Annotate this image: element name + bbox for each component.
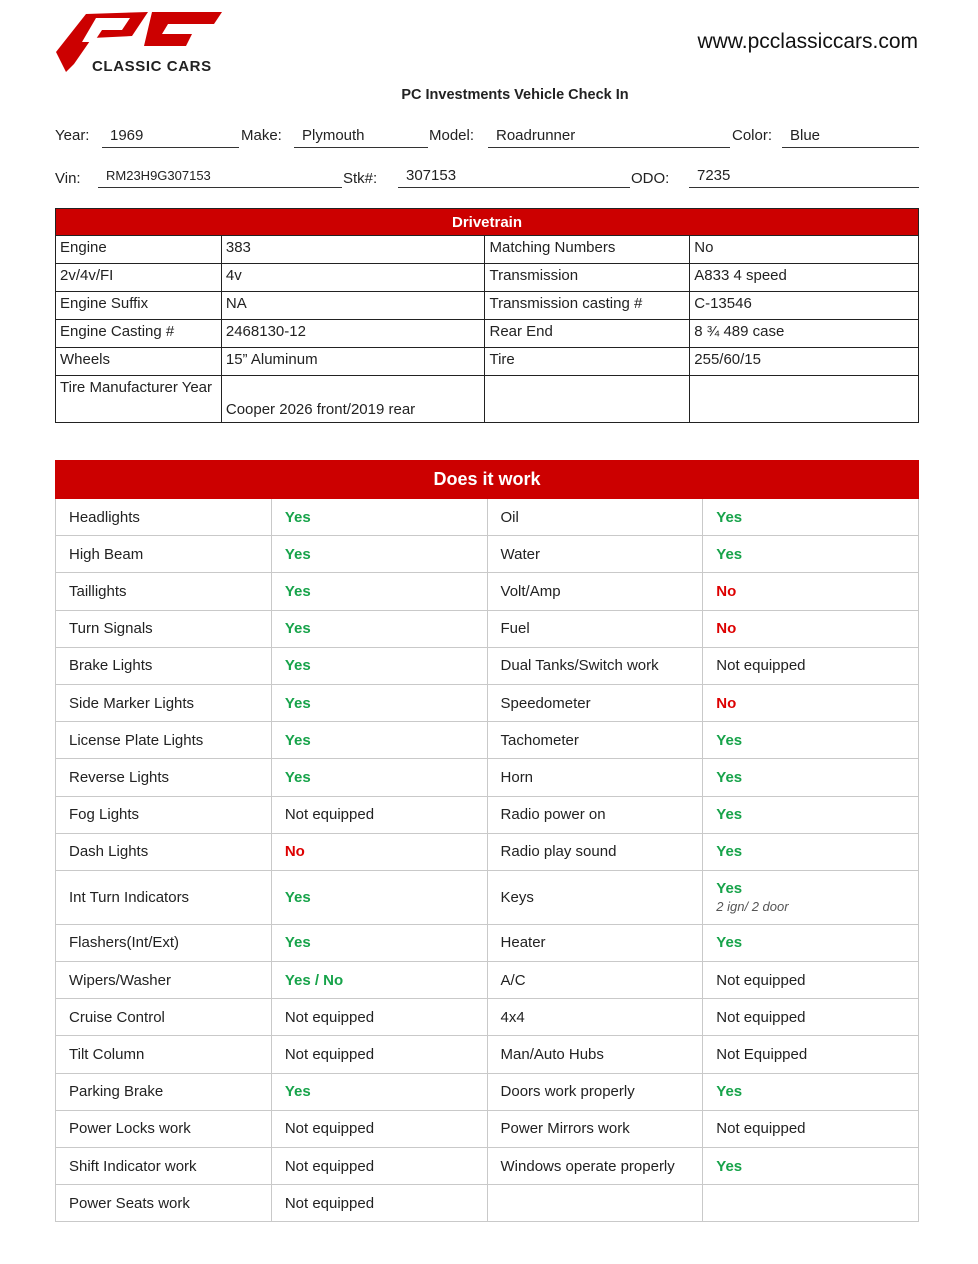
check-item-status-text: Not equipped <box>284 1008 375 1026</box>
drivetrain-label: Wheels <box>56 348 222 376</box>
check-item-status-text: Not equipped <box>716 971 806 989</box>
drivetrain-value: Cooper 2026 front/2019 rear <box>221 376 485 423</box>
check-item-status-text: Yes <box>716 806 743 824</box>
check-item-label-text: Volt/Amp <box>500 582 561 600</box>
check-item-label <box>487 536 703 573</box>
check-item-status <box>703 499 919 536</box>
drivetrain-table <box>55 208 919 423</box>
check-item-label-text: Dash Lights <box>69 843 149 861</box>
check-item-status-text: No <box>284 843 305 861</box>
check-item-label-text: Shift Indicator work <box>69 1157 197 1175</box>
check-item-note: 2 ign/ 2 door <box>716 899 789 915</box>
check-item-label <box>56 796 272 833</box>
table-row <box>56 348 919 376</box>
check-item-status <box>703 610 919 647</box>
check-item-label <box>56 1036 272 1073</box>
model-label: Model: <box>429 127 475 144</box>
check-item-label <box>487 870 703 924</box>
drivetrain-value: 383 <box>221 236 485 264</box>
table-row <box>56 1185 919 1222</box>
check-item-label <box>56 722 272 759</box>
check-item-label <box>56 573 272 610</box>
check-item-label <box>56 1148 272 1185</box>
check-item-label-text: Radio play sound <box>500 843 617 861</box>
check-item-label <box>487 1110 703 1147</box>
check-item-label <box>487 499 703 536</box>
table-row <box>56 684 919 721</box>
check-item-status <box>271 796 487 833</box>
check-item-status <box>271 924 487 961</box>
drivetrain-value: C-13546 <box>690 292 919 320</box>
check-item-status <box>271 722 487 759</box>
check-item-label <box>56 999 272 1036</box>
check-item-status-text: Yes <box>284 657 311 675</box>
table-row <box>56 320 919 348</box>
table-row <box>56 236 919 264</box>
check-item-label <box>487 573 703 610</box>
table-row <box>56 962 919 999</box>
table-row <box>56 999 919 1036</box>
check-item-label-text: 4x4 <box>500 1008 525 1026</box>
check-item-label-text: Power Locks work <box>69 1120 191 1138</box>
check-item-status <box>271 1110 487 1147</box>
color-field[interactable]: Blue <box>782 126 919 148</box>
check-item-status <box>271 499 487 536</box>
check-item-label <box>487 924 703 961</box>
table-row <box>56 924 919 961</box>
check-item-label-text: Keys <box>500 888 534 906</box>
drivetrain-value: A833 4 speed <box>690 264 919 292</box>
pc-classic-cars-logo <box>52 8 232 80</box>
check-item-label-text: A/C <box>500 971 526 989</box>
check-item-status <box>271 610 487 647</box>
drivetrain-value: 4v <box>221 264 485 292</box>
drivetrain-label: Tire Manufacturer Year <box>56 376 222 423</box>
check-item-label-text: Power Mirrors work <box>500 1120 630 1138</box>
check-item-label-text: Int Turn Indicators <box>69 888 190 906</box>
check-item-status <box>703 684 919 721</box>
check-item-label <box>487 1185 703 1222</box>
check-item-label-text: Horn <box>500 768 534 786</box>
check-item-status <box>703 1036 919 1073</box>
does-it-work-header: Does it work <box>56 461 919 499</box>
check-item-label-text: Fog Lights <box>69 806 140 824</box>
check-item-label-text: Headlights <box>69 508 140 526</box>
check-item-label <box>56 610 272 647</box>
table-row <box>56 722 919 759</box>
drivetrain-header: Drivetrain <box>56 209 919 236</box>
drivetrain-value: No <box>690 236 919 264</box>
check-item-label <box>56 1073 272 1110</box>
check-item-status <box>703 796 919 833</box>
table-row <box>56 759 919 796</box>
table-row <box>56 610 919 647</box>
check-item-label-text: Dual Tanks/Switch work <box>500 657 659 675</box>
drivetrain-label: Engine Suffix <box>56 292 222 320</box>
stk-label: Stk#: <box>343 170 378 187</box>
check-item-status <box>703 924 919 961</box>
table-row <box>56 292 919 320</box>
check-item-status-text: Not equipped <box>716 1120 806 1138</box>
check-item-label-text: Doors work properly <box>500 1083 635 1101</box>
color-label: Color: <box>732 127 773 144</box>
check-item-label-text: Tilt Column <box>69 1046 145 1064</box>
table-row <box>56 1110 919 1147</box>
page-title: PC Investments Vehicle Check In <box>401 87 629 103</box>
table-row <box>56 796 919 833</box>
check-item-status-text: Not equipped <box>284 806 375 824</box>
check-item-label-text: License Plate Lights <box>69 731 204 749</box>
logo-text: CLASSIC CARS <box>92 58 212 75</box>
drivetrain-value: 15” Aluminum <box>221 348 485 376</box>
check-item-label <box>56 962 272 999</box>
check-item-label <box>487 796 703 833</box>
make-field[interactable]: Plymouth <box>294 126 428 148</box>
check-item-label-text: Side Marker Lights <box>69 694 195 712</box>
drivetrain-label: Transmission <box>485 264 690 292</box>
check-item-label <box>487 999 703 1036</box>
check-item-status <box>271 647 487 684</box>
check-item-status-text: Yes <box>284 731 311 749</box>
year-label: Year: <box>55 127 90 144</box>
check-item-status-text: Not equipped <box>284 1046 375 1064</box>
check-item-status-text: Not equipped <box>716 657 806 675</box>
check-item-status <box>271 1036 487 1073</box>
check-item-status <box>703 536 919 573</box>
odo-field[interactable]: 7235 <box>689 166 919 188</box>
check-item-status <box>271 573 487 610</box>
table-row <box>56 536 919 573</box>
table-row <box>56 264 919 292</box>
check-item-status-text: Yes <box>716 768 743 786</box>
check-item-status <box>703 833 919 870</box>
check-item-status-text: Yes <box>284 545 311 563</box>
check-item-status-text: Yes <box>284 1083 311 1101</box>
check-item-label-text: Fuel <box>500 620 530 638</box>
check-item-status <box>271 1185 487 1222</box>
table-row <box>56 647 919 684</box>
drivetrain-label: 2v/4v/FI <box>56 264 222 292</box>
check-item-label <box>487 1036 703 1073</box>
check-item-label <box>56 1110 272 1147</box>
drivetrain-value: NA <box>221 292 485 320</box>
check-item-status <box>703 999 919 1036</box>
drivetrain-value: 2468130-12 <box>221 320 485 348</box>
check-item-status <box>703 1185 919 1222</box>
drivetrain-value: 255/60/15 <box>690 348 919 376</box>
check-item-label-text: Taillights <box>69 582 127 600</box>
check-item-status-text: Yes <box>716 731 743 749</box>
check-item-label-text: Wipers/Washer <box>69 971 171 989</box>
check-item-status-text: Not equipped <box>284 1194 375 1212</box>
table-row <box>56 1036 919 1073</box>
drivetrain-label: Engine Casting # <box>56 320 222 348</box>
check-item-status <box>703 722 919 759</box>
check-item-status <box>703 573 919 610</box>
check-item-status-text: Yes / No <box>284 971 344 989</box>
check-item-status-text: Yes <box>716 880 743 898</box>
check-item-status <box>703 1073 919 1110</box>
check-item-status-text: Yes <box>284 508 311 526</box>
check-item-status-text: Yes <box>284 934 311 952</box>
check-item-status-text: Yes <box>716 934 743 952</box>
check-item-label-text: Oil <box>500 508 519 526</box>
check-item-label <box>487 722 703 759</box>
check-item-status-text: Yes <box>284 582 311 600</box>
check-item-status <box>271 684 487 721</box>
check-item-status <box>271 833 487 870</box>
table-row <box>56 870 919 924</box>
check-item-label-text: Tachometer <box>500 731 579 749</box>
check-item-status <box>703 962 919 999</box>
check-item-status <box>703 1148 919 1185</box>
model-field[interactable]: Roadrunner <box>488 126 730 148</box>
check-item-status-text: Not Equipped <box>716 1046 808 1064</box>
check-item-status-text: Yes <box>284 620 311 638</box>
check-item-label-text: Parking Brake <box>69 1083 164 1101</box>
check-item-label-text: Reverse Lights <box>69 768 170 786</box>
vin-label: Vin: <box>55 170 81 187</box>
check-item-label <box>56 1185 272 1222</box>
check-item-label <box>56 499 272 536</box>
check-item-label <box>56 924 272 961</box>
check-item-status-text: Yes <box>284 694 311 712</box>
check-item-status <box>271 870 487 924</box>
check-item-status <box>703 1110 919 1147</box>
check-item-status <box>703 759 919 796</box>
check-item-label-text: Flashers(Int/Ext) <box>69 934 180 952</box>
check-item-status-text: Yes <box>716 545 743 563</box>
check-item-label-text: Windows operate properly <box>500 1157 675 1175</box>
check-item-status-text: Yes <box>284 888 311 906</box>
check-item-label <box>487 1073 703 1110</box>
check-item-status <box>271 999 487 1036</box>
check-item-label-text: Man/Auto Hubs <box>500 1046 604 1064</box>
check-item-label-text: Heater <box>500 934 546 952</box>
drivetrain-value <box>690 376 919 423</box>
check-item-status-text: Not equipped <box>716 1008 806 1026</box>
vin-field[interactable]: RM23H9G307153 <box>98 166 342 188</box>
check-item-status-text: Yes <box>716 1157 743 1175</box>
check-item-status-text: Not equipped <box>284 1120 375 1138</box>
check-item-label-text: Radio power on <box>500 806 606 824</box>
table-row <box>56 376 919 423</box>
check-item-status <box>271 1148 487 1185</box>
drivetrain-label <box>485 376 690 423</box>
check-item-status-text: No <box>716 620 737 638</box>
website-url[interactable]: www.pcclassiccars.com <box>697 30 918 53</box>
table-row <box>56 1073 919 1110</box>
check-item-label-text: Cruise Control <box>69 1008 165 1026</box>
drivetrain-label: Engine <box>56 236 222 264</box>
check-item-label <box>487 647 703 684</box>
make-label: Make: <box>241 127 282 144</box>
check-item-label <box>487 962 703 999</box>
check-item-status-text: Not equipped <box>284 1157 375 1175</box>
check-item-status <box>271 962 487 999</box>
table-row <box>56 573 919 610</box>
year-field[interactable]: 1969 <box>102 126 239 148</box>
check-item-label <box>487 759 703 796</box>
check-item-status-text: No <box>716 694 737 712</box>
check-item-label-text: High Beam <box>69 545 144 563</box>
does-it-work-table <box>55 460 919 1222</box>
odo-label: ODO: <box>631 170 670 187</box>
check-item-status-text: Yes <box>716 1083 743 1101</box>
check-item-label <box>487 610 703 647</box>
check-item-label <box>56 759 272 796</box>
check-item-label <box>56 536 272 573</box>
check-item-status-text: Yes <box>716 508 743 526</box>
check-item-status <box>271 759 487 796</box>
check-item-status <box>703 870 919 924</box>
check-item-label <box>56 684 272 721</box>
stk-field[interactable]: 307153 <box>398 166 630 188</box>
check-item-label <box>487 833 703 870</box>
table-row <box>56 499 919 536</box>
check-item-status <box>271 1073 487 1110</box>
check-item-status-text: Yes <box>716 843 743 861</box>
drivetrain-label: Rear End <box>485 320 690 348</box>
check-item-status-text: Yes <box>284 768 311 786</box>
check-item-label <box>487 1148 703 1185</box>
check-item-label-text: Speedometer <box>500 694 591 712</box>
check-item-status <box>271 536 487 573</box>
check-item-label <box>56 647 272 684</box>
drivetrain-label: Matching Numbers <box>485 236 690 264</box>
check-item-label-text: Power Seats work <box>69 1194 190 1212</box>
check-item-label-text: Turn Signals <box>69 620 153 638</box>
check-item-status-text: No <box>716 582 737 600</box>
table-row <box>56 833 919 870</box>
table-row <box>56 1148 919 1185</box>
check-item-label-text: Brake Lights <box>69 657 153 675</box>
check-item-label <box>56 870 272 924</box>
check-item-status <box>703 647 919 684</box>
drivetrain-label: Tire <box>485 348 690 376</box>
check-item-label-text: Water <box>500 545 540 563</box>
check-item-label <box>487 684 703 721</box>
drivetrain-label: Transmission casting # <box>485 292 690 320</box>
drivetrain-value: 8 ¾ 489 case <box>690 320 919 348</box>
check-item-label <box>56 833 272 870</box>
